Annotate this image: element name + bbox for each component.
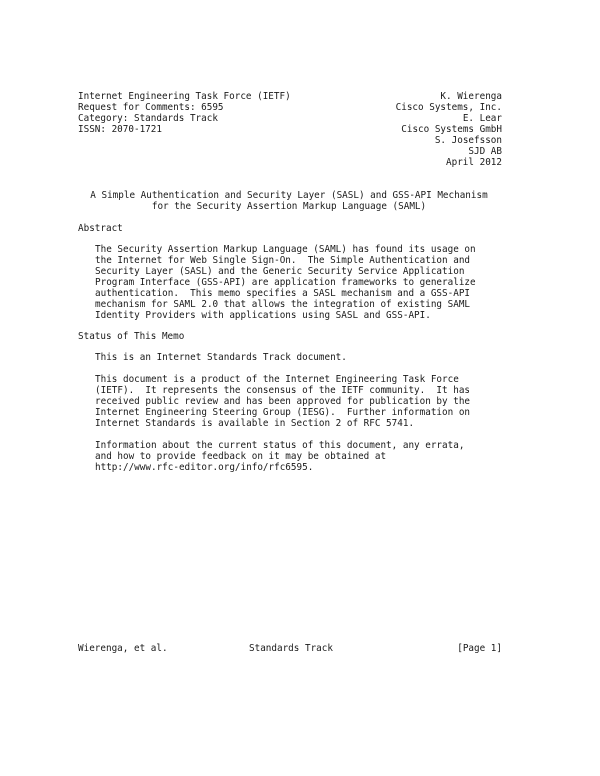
header-author-1: K. Wierenga (440, 91, 502, 102)
abstract-line: mechanism for SAML 2.0 that allows the integration of existing SAML (95, 299, 471, 310)
status-para2-line: This document is a product of the Internet Engineering Task Force (95, 374, 459, 385)
document-title-line-1: A Simple Authentication and Security Layer (SASL) and GSS-API Mechanism (90, 190, 488, 201)
status-para2-line: received public review and has been approved for publication by the (95, 396, 471, 407)
header-org-3: SJD AB (468, 146, 502, 157)
document-title-line-2: for the Security Assertion Markup Language (SAML) (151, 201, 427, 212)
abstract-line: The Security Assertion Markup Language (SAML) has found its usage on (95, 244, 476, 255)
status-para3-line: Information about the current status of this document, any errata, (95, 440, 465, 451)
header-org-1: Cisco Systems, Inc. (395, 102, 502, 113)
header-issn: ISSN: 2070-1721 (78, 124, 162, 135)
footer-authors: Wierenga, et al. (78, 643, 168, 654)
status-para3-link[interactable]: http://www.rfc-editor.org/info/rfc6595. (95, 462, 314, 473)
status-para2-line: Internet Standards is available in Section 2 of RFC 5741. (95, 418, 415, 429)
header-author-3: S. Josefsson (434, 135, 502, 146)
abstract-heading: Abstract (78, 223, 123, 234)
status-heading: Status of This Memo (78, 331, 185, 342)
abstract-line: authentication. This memo specifies a SASL mechanism and a GSS-API (95, 288, 471, 299)
abstract-line: Identity Providers with applications using SASL and GSS-API. (95, 310, 431, 321)
header-rfc-number: Request for Comments: 6595 (78, 102, 224, 113)
abstract-line: Security Layer (SASL) and the Generic Security Service Application (95, 266, 465, 277)
footer-page-number: [Page 1] (457, 643, 502, 654)
header-date: April 2012 (446, 157, 502, 168)
header-org-2: Cisco Systems GmbH (401, 124, 502, 135)
header-wg: Internet Engineering Task Force (IETF) (78, 91, 291, 102)
status-para3-line: and how to provide feedback on it may be obtained at (95, 451, 387, 462)
abstract-line: the Internet for Web Single Sign-On. The Simple Authentication and (95, 255, 471, 266)
status-para2-line: Internet Engineering Steering Group (IESG). Further information on (95, 407, 471, 418)
status-para2-line: (IETF). It represents the consensus of the IETF community. It has (95, 385, 471, 396)
header-author-2: E. Lear (462, 113, 502, 124)
header-category: Category: Standards Track (78, 113, 218, 124)
abstract-line: Program Interface (GSS-API) are application frameworks to generalize (95, 277, 476, 288)
footer-status: Standards Track (249, 643, 333, 654)
status-para1-line: This is an Internet Standards Track document. (95, 352, 347, 363)
